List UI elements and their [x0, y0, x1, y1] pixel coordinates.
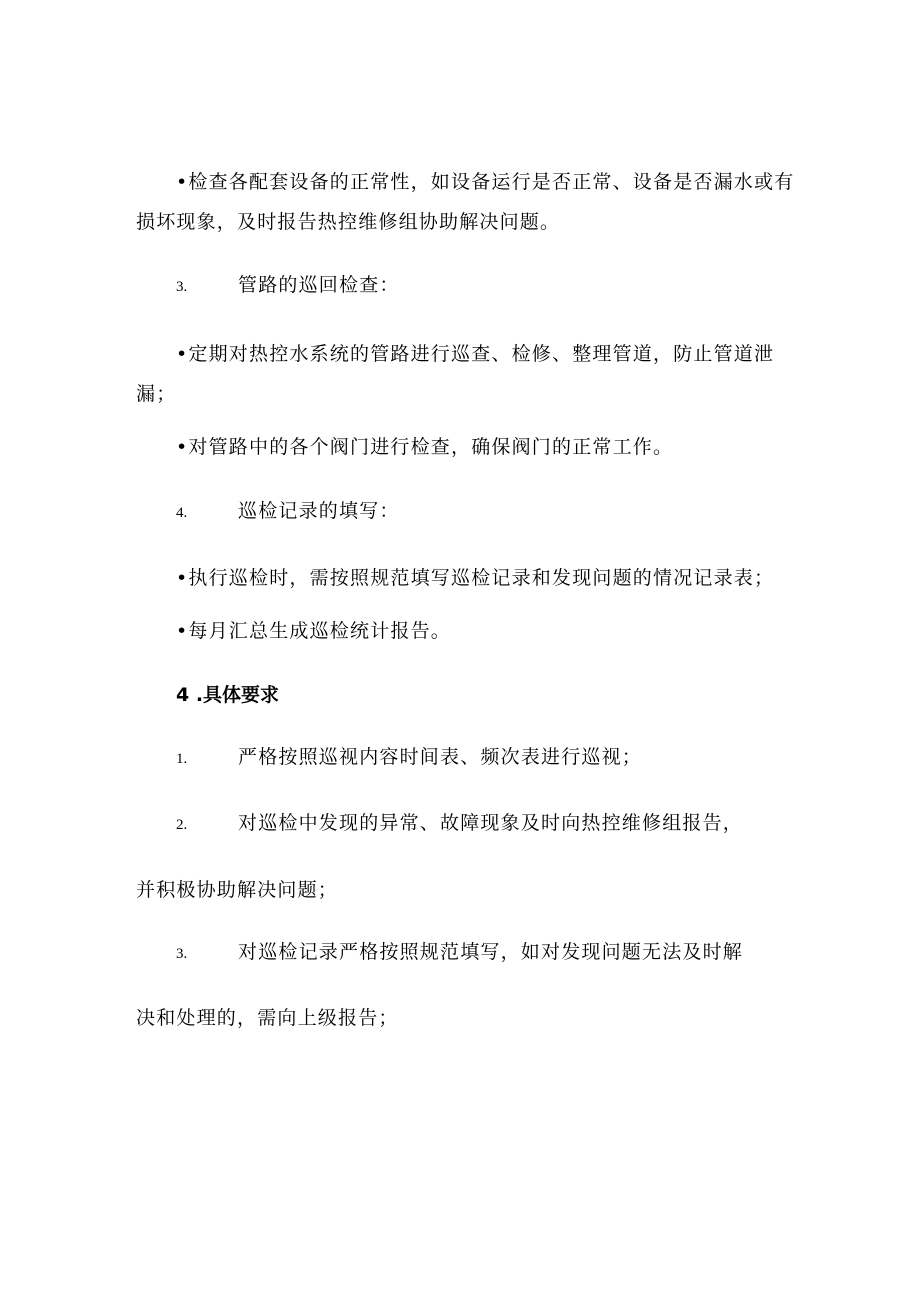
- list-item-pipeline-inspection: 管路的巡回检查：: [238, 274, 400, 296]
- paragraph-valve-check: •对管路中的各个阀门进行检查，确保阀门的正常工作。: [176, 436, 674, 458]
- requirement-number-2: 2.: [176, 817, 188, 833]
- requirement-2-continuation: 并积极协助解决问题；: [136, 879, 339, 901]
- requirement-2-text: 对巡检中发现的异常、故障现象及时向热控维修组报告，: [238, 812, 744, 834]
- paragraph-equipment-check-line2: 损坏现象，及时报告热控维修组协助解决问题。: [136, 211, 561, 233]
- requirement-number-1: 1.: [176, 751, 188, 767]
- list-number-3: 3.: [176, 279, 188, 295]
- paragraph-record-form: •执行巡检时，需按照规范填写巡检记录和发现问题的情况记录表；: [176, 567, 775, 589]
- paragraph-pipeline-patrol-line2: 漏；: [136, 383, 177, 405]
- list-number-4: 4.: [176, 505, 188, 521]
- section-heading-requirements: 4 .具体要求: [176, 684, 280, 706]
- paragraph-pipeline-patrol-line1: •定期对热控水系统的管路进行巡查、检修、整理管道，防止管道泄: [176, 343, 775, 365]
- requirement-3-text: 对巡检记录严格按照规范填写，如对发现问题无法及时解: [238, 941, 744, 963]
- paragraph-monthly-report: •每月汇总生成巡检统计报告。: [176, 620, 452, 642]
- list-item-record-filling: 巡检记录的填写：: [238, 500, 400, 522]
- requirement-1-text: 严格按照巡视内容时间表、频次表进行巡视；: [238, 746, 643, 768]
- requirement-number-3: 3.: [176, 946, 188, 962]
- paragraph-equipment-check-line1: •检查各配套设备的正常性，如设备运行是否正常、设备是否漏水或有: [176, 171, 795, 193]
- requirement-3-continuation: 决和处理的，需向上级报告；: [136, 1007, 399, 1029]
